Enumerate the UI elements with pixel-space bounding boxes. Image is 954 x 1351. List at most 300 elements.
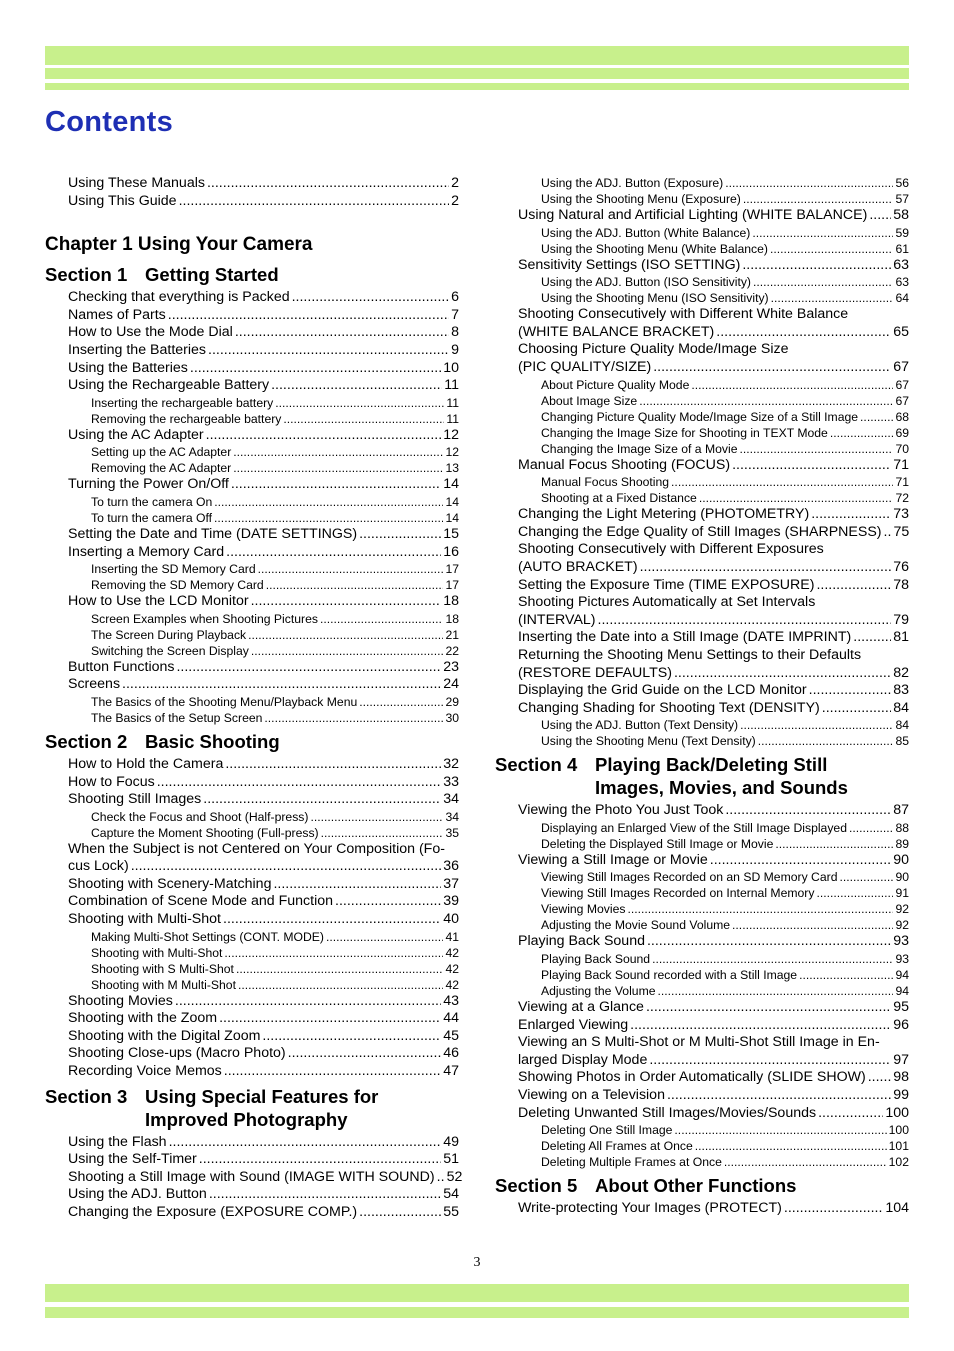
toc-page-number: 76 xyxy=(893,558,909,575)
toc-entry[interactable] xyxy=(45,427,459,445)
toc-entry-title: The Basics of the Setup Screen xyxy=(91,710,263,725)
toc-entry[interactable] xyxy=(495,802,909,820)
toc-entry-title: Showing Photos in Order Automatically (SLIDE SHOW) xyxy=(518,1069,866,1086)
section-heading xyxy=(45,730,459,753)
toc-page-number: 6 xyxy=(451,289,459,306)
toc-subentry[interactable] xyxy=(495,717,909,733)
toc-page-number: 93 xyxy=(895,952,909,967)
toc-entry[interactable] xyxy=(45,175,459,193)
toc-entry-title: Names of Parts xyxy=(68,306,166,323)
dot-leader xyxy=(860,409,893,425)
toc-subentry[interactable] xyxy=(495,241,909,257)
toc-entry[interactable] xyxy=(45,676,459,694)
toc-entry-title: Using the Batteries xyxy=(68,359,188,376)
toc-entry-title: How to Hold the Camera xyxy=(68,755,224,772)
toc-entry-title: Viewing at a Glance xyxy=(518,999,644,1016)
dot-leader xyxy=(725,802,891,820)
toc-entry[interactable] xyxy=(45,911,459,929)
toc-subentry[interactable] xyxy=(45,825,459,841)
toc-entry-title: Sensitivity Settings (ISO SETTING) xyxy=(518,256,741,273)
dot-leader xyxy=(226,544,441,562)
toc-page-number: 30 xyxy=(445,710,459,725)
toc-entry-title: The Screen During Playback xyxy=(91,627,247,642)
toc-page-number: 14 xyxy=(445,510,459,525)
dot-leader xyxy=(716,324,891,342)
toc-subentry[interactable] xyxy=(45,561,459,577)
toc-page-number: 39 xyxy=(443,893,459,910)
toc-entry-title: Using the AC Adapter xyxy=(68,426,204,443)
toc-page-number: 22 xyxy=(445,643,459,658)
toc-entry[interactable] xyxy=(495,999,909,1017)
dot-leader xyxy=(884,524,892,542)
toc-entry-title: The Basics of the Shooting Menu/Playback Menu xyxy=(91,694,358,709)
toc-page-number: 13 xyxy=(445,461,459,476)
toc-page-number: 17 xyxy=(445,562,459,577)
dot-leader xyxy=(752,225,893,241)
toc-subentry[interactable] xyxy=(495,377,909,393)
toc-subentry[interactable] xyxy=(495,225,909,241)
dot-leader xyxy=(649,1052,891,1070)
toc-entry-title: Removing the AC Adapter xyxy=(91,461,232,476)
toc-entry-title: Changing the Light Metering (PHOTOMETRY) xyxy=(518,506,810,523)
toc-entry[interactable] xyxy=(495,1200,909,1218)
toc-entry[interactable] xyxy=(45,774,459,792)
toc-page-number: 37 xyxy=(443,875,459,892)
toc-entry-title: Changing Picture Quality Mode/Image Size of a Still Image xyxy=(541,409,859,424)
toc-entry[interactable] xyxy=(45,659,459,677)
toc-page-number: 57 xyxy=(895,192,909,206)
toc-entry[interactable] xyxy=(45,593,459,611)
dot-leader xyxy=(725,175,893,191)
toc-page-number: 78 xyxy=(893,576,909,593)
toc-entry-title: How to Use the Mode Dial xyxy=(68,324,233,341)
toc-entry[interactable] xyxy=(495,1069,909,1087)
toc-page-number: 42 xyxy=(445,961,459,976)
toc-page-number: 17 xyxy=(445,578,459,593)
dot-leader xyxy=(639,393,893,409)
toc-page-number: 55 xyxy=(443,1204,459,1220)
section-heading xyxy=(495,1174,909,1197)
toc-page-number: 44 xyxy=(443,1010,459,1027)
toc-entry-title: Viewing Still Images Recorded on an SD Memory Card xyxy=(541,870,838,885)
toc-entry-title: Displaying an Enlarged View of the Still Image Displayed xyxy=(541,820,847,835)
toc-entry-title: Displaying the Grid Guide on the LCD Monitor xyxy=(518,682,807,699)
dot-leader xyxy=(811,506,891,524)
toc-subentry[interactable] xyxy=(495,425,909,441)
toc-entry[interactable] xyxy=(45,1010,459,1028)
dot-leader xyxy=(235,324,449,342)
section-title: Basic Shooting xyxy=(145,730,280,752)
toc-subentry[interactable] xyxy=(495,474,909,490)
toc-entry-title: Deleting One Still Image xyxy=(541,1123,673,1138)
dot-leader xyxy=(251,593,442,611)
toc-entry-title: larged Display Mode xyxy=(518,1051,648,1068)
dot-leader xyxy=(742,257,891,275)
toc-page-number: 97 xyxy=(893,1051,909,1068)
toc-page-number: 89 xyxy=(895,836,909,851)
dot-leader xyxy=(598,612,892,630)
toc-subentry[interactable] xyxy=(495,175,909,191)
toc-entry[interactable] xyxy=(45,342,459,360)
dot-leader xyxy=(646,999,891,1017)
toc-subentry[interactable] xyxy=(495,409,909,425)
section-number: Section 3 xyxy=(45,1085,128,1107)
dot-leader xyxy=(816,885,893,901)
toc-page-number: 67 xyxy=(895,377,909,392)
toc-entry[interactable] xyxy=(45,841,459,876)
toc-entry[interactable] xyxy=(45,1028,459,1046)
dot-leader xyxy=(740,717,893,733)
toc-entry-title: Using Natural and Artificial Lighting (WHITE BALANCE) xyxy=(518,207,868,223)
toc-subentry[interactable] xyxy=(495,1154,909,1170)
toc-entry-title: Removing the rechargeable battery xyxy=(91,411,282,426)
dot-leader xyxy=(258,561,444,577)
dot-leader xyxy=(691,377,893,393)
section-title: Getting Started xyxy=(145,264,279,286)
header-band-top xyxy=(45,46,909,65)
toc-entry-title-line1: Shooting Consecutively with Different White Balance xyxy=(518,306,849,323)
toc-entry-title: Playing Back Sound xyxy=(541,952,651,967)
section-title: Using Special Features for Improved Photography xyxy=(145,1085,379,1130)
toc-entry-title: How to Focus xyxy=(68,773,155,790)
dot-leader xyxy=(223,911,441,929)
toc-page-number: 71 xyxy=(893,456,909,473)
dot-leader xyxy=(157,774,441,792)
dot-leader xyxy=(853,629,891,647)
toc-page-number: 7 xyxy=(451,306,459,323)
toc-subentry[interactable] xyxy=(45,510,459,526)
toc-entry-title: Deleting Unwanted Still Images/Movies/Sounds xyxy=(518,1104,817,1121)
toc-page-number: 21 xyxy=(445,627,459,642)
toc-entry[interactable] xyxy=(495,506,909,524)
toc-subentry[interactable] xyxy=(45,444,459,460)
toc-entry[interactable] xyxy=(45,1168,463,1187)
dot-leader xyxy=(758,733,894,749)
dot-leader xyxy=(214,510,443,526)
toc-page-number: 73 xyxy=(893,506,909,523)
toc-subentry[interactable] xyxy=(45,929,459,945)
toc-entry-line xyxy=(518,1052,909,1070)
toc-page-number: 92 xyxy=(895,918,909,933)
toc-subentry[interactable] xyxy=(495,967,909,983)
toc-entry[interactable] xyxy=(45,1204,459,1222)
toc-entry-title: Shooting with Multi-Shot xyxy=(91,945,223,960)
toc-subentry[interactable] xyxy=(45,627,459,643)
toc-entry-title: Using the Flash xyxy=(68,1133,167,1150)
toc-entry[interactable] xyxy=(495,933,909,951)
toc-entry-title: Manual Focus Shooting xyxy=(541,475,670,490)
toc-entry-title: To turn the camera On xyxy=(91,494,213,509)
toc-page-number: 72 xyxy=(895,491,909,506)
toc-page-number: 29 xyxy=(445,694,459,709)
toc-entry-title: To turn the camera Off xyxy=(91,510,213,525)
toc-page-number: 2 xyxy=(451,175,459,191)
dot-leader xyxy=(658,983,894,999)
toc-entry[interactable] xyxy=(45,876,459,894)
toc-entry[interactable] xyxy=(45,360,459,378)
dot-leader xyxy=(231,476,441,494)
toc-entry-title: Changing the Image Size for Shooting in TEXT Mode xyxy=(541,425,828,440)
dot-leader xyxy=(288,1045,442,1063)
toc-subentry[interactable] xyxy=(45,577,459,593)
dot-leader xyxy=(236,961,444,977)
toc-page-number: 84 xyxy=(893,699,909,716)
toc-subentry[interactable] xyxy=(495,820,909,836)
toc-subentry[interactable] xyxy=(495,917,909,933)
dot-leader xyxy=(238,977,443,993)
toc-page-number: 93 xyxy=(893,933,909,950)
toc-page-number: 23 xyxy=(443,658,459,675)
dot-leader xyxy=(199,1151,441,1169)
toc-subentry[interactable] xyxy=(45,460,459,476)
dot-leader xyxy=(275,395,444,411)
dot-leader xyxy=(674,1122,886,1138)
toc-page-number: 34 xyxy=(443,791,459,808)
toc-page-number: 51 xyxy=(443,1151,459,1168)
toc-page-number: 56 xyxy=(895,176,909,190)
dot-leader xyxy=(868,1069,891,1087)
toc-entry-title: Adjusting the Movie Sound Volume xyxy=(541,918,731,933)
toc-entry-title: Making Multi-Shot Settings (CONT. MODE) xyxy=(91,929,324,944)
toc-entry[interactable] xyxy=(45,476,459,494)
toc-page-number: 67 xyxy=(895,393,909,408)
toc-entry-title: (RESTORE DEFAULTS) xyxy=(518,664,672,681)
toc-page-number: 69 xyxy=(895,425,909,440)
toc-subentry[interactable] xyxy=(495,983,909,999)
toc-page-number: 9 xyxy=(451,341,459,358)
toc-entry[interactable] xyxy=(495,577,909,595)
toc-page-number: 24 xyxy=(443,676,459,693)
dot-leader xyxy=(710,852,891,870)
toc-page-number: 65 xyxy=(893,323,909,340)
toc-entry[interactable] xyxy=(45,193,459,211)
toc-subentry[interactable] xyxy=(45,961,459,977)
toc-subentry[interactable] xyxy=(45,977,459,993)
toc-entry-title: (WHITE BALANCE BRACKET) xyxy=(518,323,715,340)
toc-entry-title: Using the Shooting Menu (Text Density) xyxy=(541,734,756,749)
toc-column-left xyxy=(45,175,463,1222)
toc-entry[interactable] xyxy=(495,541,909,576)
toc-entry-line xyxy=(518,665,909,683)
toc-subentry[interactable] xyxy=(495,1138,909,1154)
toc-entry[interactable] xyxy=(495,629,909,647)
toc-entry[interactable] xyxy=(45,893,459,911)
toc-entry-title: Viewing Movies xyxy=(541,902,626,917)
toc-entry[interactable] xyxy=(495,524,909,542)
toc-entry-title-line1: Returning the Shooting Menu Settings to their Defaults xyxy=(518,646,862,663)
toc-page-number: 63 xyxy=(893,256,909,273)
toc-subentry[interactable] xyxy=(45,395,459,411)
toc-entry[interactable] xyxy=(45,1134,459,1152)
toc-page-number: 54 xyxy=(443,1186,459,1203)
toc-subentry[interactable] xyxy=(45,694,459,710)
toc-entry-title-line1: Shooting Consecutively with Different Exposures xyxy=(518,541,824,558)
toc-subentry[interactable] xyxy=(495,885,909,901)
toc-entry-title: Using the Shooting Menu (ISO Sensitivity) xyxy=(541,291,769,306)
toc-entry-title: Using the ADJ. Button (White Balance) xyxy=(541,225,751,240)
toc-subentry[interactable] xyxy=(45,494,459,510)
footer-band-bottom xyxy=(45,1307,909,1318)
dot-leader xyxy=(179,193,450,211)
toc-entry[interactable] xyxy=(45,544,459,562)
section-title: About Other Functions xyxy=(595,1175,797,1197)
toc-subentry[interactable] xyxy=(495,733,909,749)
toc-entry[interactable] xyxy=(495,1087,909,1105)
toc-entry-title: Using the ADJ. Button (ISO Sensitivity) xyxy=(541,275,751,290)
toc-entry-title: Shooting a Still Image with Sound (IMAGE WITH SOUND) xyxy=(68,1168,435,1185)
toc-entry-title: Using the Rechargeable Battery xyxy=(68,377,270,394)
toc-page-number: 34 xyxy=(445,809,459,824)
toc-subentry[interactable] xyxy=(495,1122,909,1138)
toc-entry-title: (PIC QUALITY/SIZE) xyxy=(518,358,652,375)
toc-entry[interactable] xyxy=(45,526,459,544)
toc-entry[interactable] xyxy=(495,1034,909,1069)
section-number: Section 5 xyxy=(495,1175,578,1197)
dot-leader xyxy=(770,241,893,257)
toc-entry[interactable] xyxy=(495,647,909,682)
toc-page-number: 2 xyxy=(451,192,459,209)
toc-entry[interactable] xyxy=(45,324,459,342)
toc-entry[interactable] xyxy=(45,377,459,395)
dot-leader xyxy=(203,791,441,809)
toc-page-number: 14 xyxy=(445,494,459,509)
toc-page-number: 14 xyxy=(443,476,459,493)
dot-leader xyxy=(224,1063,441,1081)
toc-subentry[interactable] xyxy=(495,393,909,409)
toc-entry[interactable] xyxy=(495,306,909,341)
toc-subentry[interactable] xyxy=(495,951,909,967)
toc-subentry[interactable] xyxy=(495,290,909,306)
toc-page-number: 16 xyxy=(443,543,459,560)
dot-leader xyxy=(849,820,893,836)
toc-entry-title: Inserting the Batteries xyxy=(68,341,207,358)
toc-entry[interactable] xyxy=(495,207,909,225)
dot-leader xyxy=(640,559,892,577)
toc-entry[interactable] xyxy=(495,257,909,275)
toc-page-number: 84 xyxy=(895,718,909,733)
toc-subentry[interactable] xyxy=(45,945,459,961)
toc-subentry[interactable] xyxy=(495,441,909,457)
toc-entry-title: Playing Back Sound xyxy=(518,933,645,950)
toc-entry[interactable] xyxy=(495,1105,909,1123)
toc-subentry[interactable] xyxy=(45,611,459,627)
toc-entry-title: cus Lock) xyxy=(68,858,129,875)
toc-entry[interactable] xyxy=(495,457,909,475)
dot-leader xyxy=(175,993,441,1011)
dot-leader xyxy=(652,951,893,967)
toc-subentry[interactable] xyxy=(495,836,909,852)
toc-entry[interactable] xyxy=(495,682,909,700)
toc-subentry[interactable] xyxy=(45,809,459,825)
toc-page-number: 94 xyxy=(895,968,909,983)
section-number: Section 1 xyxy=(45,264,128,286)
toc-entry-title: Playing Back Sound recorded with a Still Image xyxy=(541,968,798,983)
dot-leader xyxy=(271,377,442,395)
toc-page-number: 63 xyxy=(895,275,909,290)
toc-entry-title: Combination of Scene Mode and Function xyxy=(68,893,333,910)
toc-page-number: 49 xyxy=(443,1133,459,1150)
toc-subentry[interactable] xyxy=(495,869,909,885)
toc-page-number: 64 xyxy=(895,291,909,306)
toc-entry[interactable] xyxy=(495,1017,909,1035)
dot-leader xyxy=(822,700,891,718)
toc-page-number: 36 xyxy=(443,858,459,875)
dot-leader xyxy=(753,274,893,290)
dot-leader xyxy=(830,425,894,441)
toc-entry[interactable] xyxy=(45,1045,459,1063)
toc-entry-title: Button Functions xyxy=(68,658,175,675)
toc-entry[interactable] xyxy=(45,993,459,1011)
dot-leader xyxy=(667,1087,891,1105)
toc-page-number: 83 xyxy=(893,682,909,699)
dot-leader xyxy=(209,1186,441,1204)
toc-page-number: 11 xyxy=(444,377,459,394)
toc-page-number: 90 xyxy=(893,851,909,868)
toc-entry[interactable] xyxy=(45,1063,459,1081)
toc-page-number: 18 xyxy=(445,611,459,626)
section-title: Playing Back/Deleting Still Images, Movies, and Sounds xyxy=(595,754,848,799)
dot-leader xyxy=(310,809,443,825)
dot-leader xyxy=(207,175,449,193)
toc-subentry[interactable] xyxy=(45,643,459,659)
dot-leader xyxy=(326,929,443,945)
toc-entry-title: Inserting the SD Memory Card xyxy=(91,562,256,577)
toc-page-number: 87 xyxy=(893,802,909,819)
toc-entry[interactable] xyxy=(45,756,459,774)
toc-entry[interactable] xyxy=(45,791,459,809)
dot-leader xyxy=(283,411,444,427)
dot-leader xyxy=(630,1017,891,1035)
toc-entry-title: Setting the Exposure Time (TIME EXPOSURE) xyxy=(518,576,815,593)
toc-entry[interactable] xyxy=(495,852,909,870)
toc-entry-title: Inserting the Date into a Still Image (DATE IMPRINT) xyxy=(518,629,852,646)
toc-entry[interactable] xyxy=(45,307,459,325)
toc-entry[interactable] xyxy=(495,341,909,376)
toc-entry-title: Recording Voice Memos xyxy=(68,1063,222,1080)
toc-entry-title: Shooting with M Multi-Shot xyxy=(91,977,236,992)
toc-entry-title: Inserting the rechargeable battery xyxy=(91,395,274,410)
toc-page-number: 67 xyxy=(893,358,909,375)
toc-page-number: 12 xyxy=(443,426,459,443)
header-band-bottom xyxy=(45,83,909,90)
toc-entry[interactable] xyxy=(495,594,909,629)
toc-subentry[interactable] xyxy=(495,901,909,917)
toc-entry-title: Using the ADJ. Button (Exposure) xyxy=(541,176,724,190)
toc-subentry[interactable] xyxy=(45,411,459,427)
dot-leader xyxy=(131,858,442,876)
toc-subentry[interactable] xyxy=(45,710,459,726)
dot-leader xyxy=(292,289,450,307)
toc-entry-title: (AUTO BRACKET) xyxy=(518,558,638,575)
toc-page-number: 90 xyxy=(895,870,909,885)
toc-entry[interactable] xyxy=(45,1151,459,1169)
toc-subentry[interactable] xyxy=(495,274,909,290)
toc-page-number: 35 xyxy=(445,825,459,840)
toc-page-number: 61 xyxy=(895,241,909,256)
toc-entry[interactable] xyxy=(45,289,459,307)
toc-subentry[interactable] xyxy=(495,490,909,506)
dot-leader xyxy=(732,457,891,475)
toc-page-number: 46 xyxy=(443,1045,459,1062)
toc-page-number: 82 xyxy=(893,664,909,681)
toc-entry-title: Shooting with the Digital Zoom xyxy=(68,1027,261,1044)
dot-leader xyxy=(816,577,891,595)
toc-entry[interactable] xyxy=(495,700,909,718)
toc-entry-title: Deleting Multiple Frames at Once xyxy=(541,1155,722,1170)
toc-entry-title: Using This Guide xyxy=(68,192,177,209)
toc-subentry[interactable] xyxy=(495,191,909,207)
toc-entry[interactable] xyxy=(45,1186,459,1204)
